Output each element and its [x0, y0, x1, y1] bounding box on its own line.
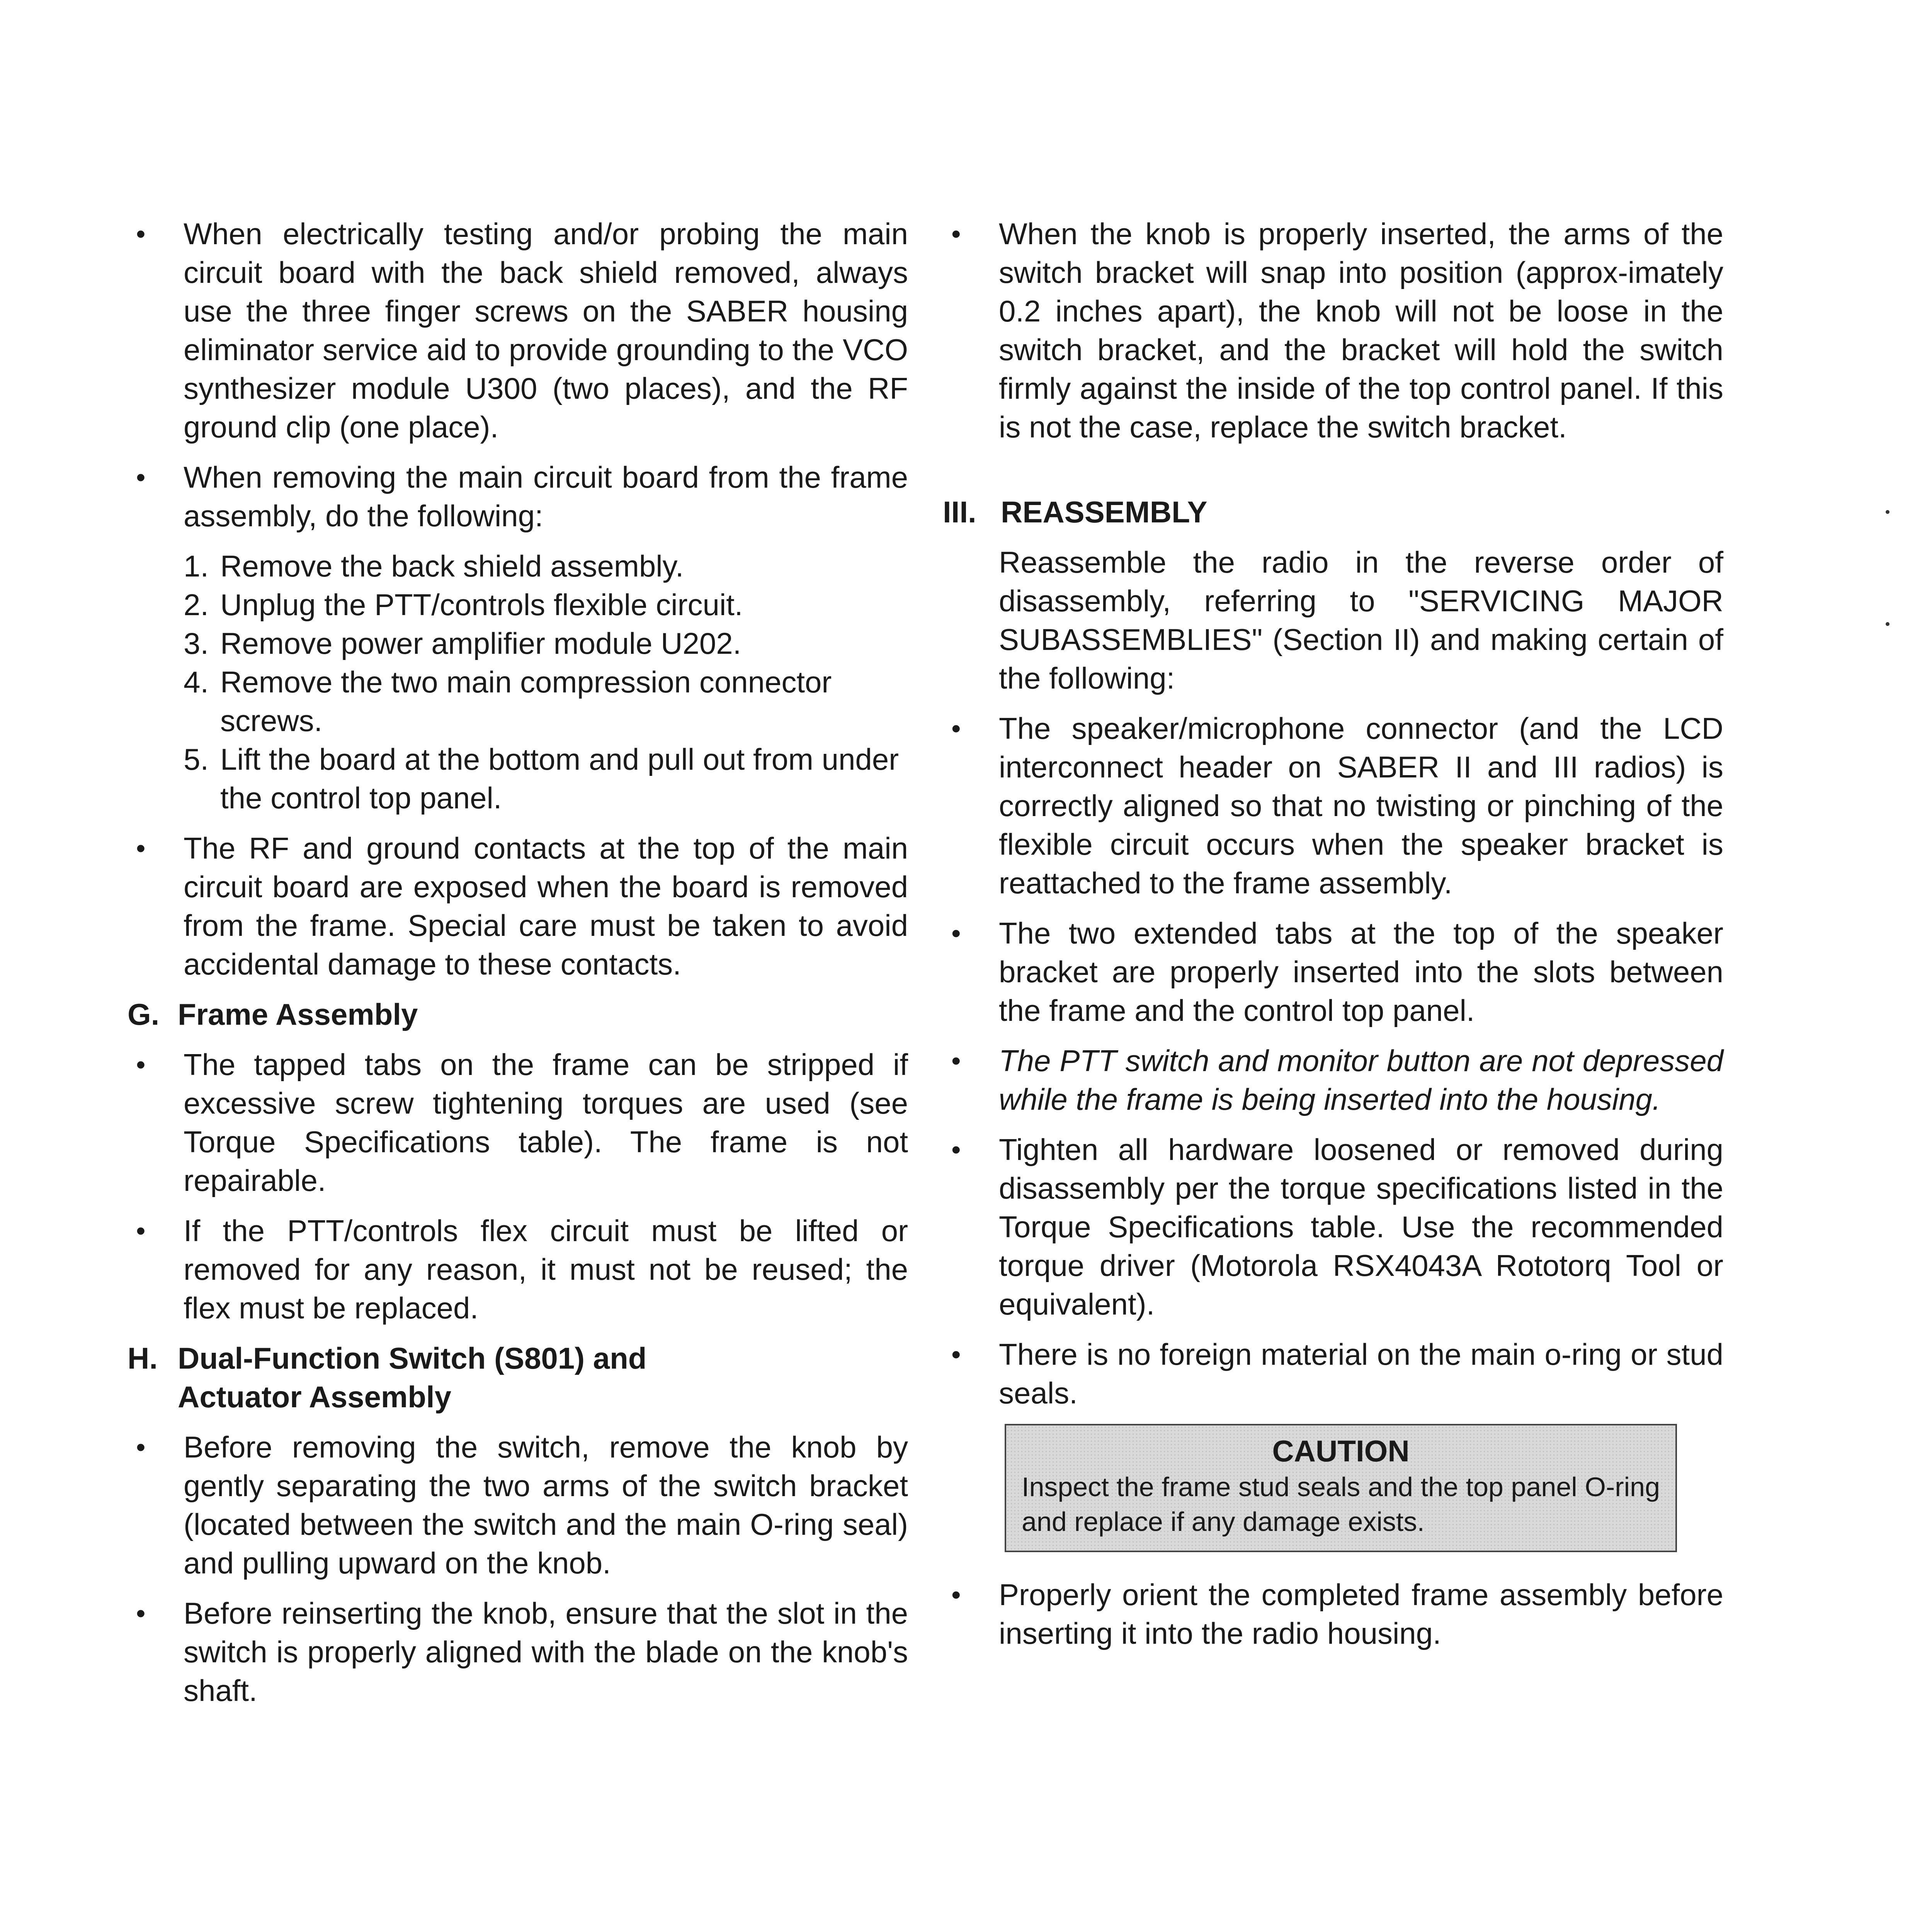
bullet-item	[128, 829, 908, 983]
bullet-item	[128, 214, 908, 446]
step-number: 3.	[184, 626, 209, 660]
left-column	[128, 214, 908, 1721]
heading-letter: H.	[128, 1341, 158, 1375]
bullet-icon: •	[136, 833, 146, 863]
bullet-text: There is no foreign material on the main o-ring or stud seals.	[999, 1337, 1723, 1410]
step-number: 4.	[184, 665, 209, 699]
bullet-icon: •	[951, 713, 961, 743]
bullet-item	[943, 1130, 1723, 1323]
section-number: III.	[943, 495, 976, 529]
bullet-icon: •	[136, 1432, 146, 1462]
heading-letter: G.	[128, 997, 160, 1031]
section-heading-h	[128, 1339, 908, 1416]
bullet-item	[128, 1594, 908, 1710]
step-number: 2.	[184, 588, 209, 622]
step-text: Remove the two main compression connector screws.	[220, 665, 832, 738]
bullet-text: The RF and ground contacts at the top of the main circuit board are exposed when the board is removed from the frame. Special care must be taken to avoid accidental damage to these contacts.	[184, 831, 908, 981]
bullet-text: Before reinserting the knob, ensure that the slot in the switch is properly aligned with the blade on the knob's shaft.	[184, 1596, 908, 1708]
bullet-item	[128, 458, 908, 535]
step-number: 5.	[184, 742, 209, 776]
step-text: Unplug the PTT/controls flexible circuit.	[220, 588, 743, 622]
bullet-text: If the PTT/controls flex circuit must be lifted or removed for any reason, it must not be reused; the flex must be replaced.	[184, 1214, 908, 1325]
bullet-icon: •	[951, 1046, 961, 1076]
section-heading-g	[128, 995, 908, 1034]
heading-title-line-1: Dual-Function Switch (S801) and	[178, 1341, 647, 1375]
heading-title-line-2: Actuator Assembly	[178, 1380, 451, 1414]
step-item	[184, 663, 908, 740]
step-item	[184, 585, 908, 624]
bullet-icon: •	[136, 219, 146, 249]
step-text: Remove power amplifier module U202.	[220, 626, 742, 660]
bullet-item	[943, 1041, 1723, 1119]
bullet-icon: •	[136, 1216, 146, 1246]
bullet-icon: •	[136, 1049, 146, 1080]
bullet-text: Properly orient the completed frame assembly before inserting it into the radio housing.	[999, 1578, 1723, 1650]
bullet-text: When the knob is properly inserted, the arms of the switch bracket will snap into position (approx-imately 0.2 inches apart), the knob will not be loose in the switch bracket, and the bracket will hold the switch firmly against the inside of the top control panel. If this is not the case, replace the switch bracket.	[999, 217, 1723, 444]
bullet-text: Tighten all hardware loosened or removed during disassembly per the torque specifications listed in the Torque Specifications table. Use the recommended torque driver (Motorola RSX4043A Rototorq Tool or equivalent).	[999, 1133, 1723, 1321]
scan-speck	[1886, 510, 1889, 514]
bullet-icon: •	[136, 1598, 146, 1628]
section-intro: Reassemble the radio in the reverse order of disassembly, referring to "SERVICING MAJOR SUBASSEMBLIES" (Section II) and making certain of the following:	[999, 545, 1723, 695]
step-number: 1.	[184, 549, 209, 583]
bullet-text: When electrically testing and/or probing the main circuit board with the back shield removed, always use the three finger screws on the SABER housing eliminator service aid to provide grounding to the VCO synthesizer module U300 (two places), and the RF ground clip (one place).	[184, 217, 908, 444]
bullet-item	[943, 914, 1723, 1030]
bullet-item	[943, 1575, 1723, 1653]
bullet-item	[943, 214, 1723, 446]
section-heading-reassembly	[943, 493, 1723, 531]
bullet-text: When removing the main circuit board from the frame assembly, do the following:	[184, 460, 908, 533]
bullet-icon: •	[951, 1134, 961, 1165]
step-item	[184, 740, 908, 817]
bullet-icon: •	[951, 219, 961, 249]
bullet-item	[128, 1211, 908, 1327]
bullet-text: The two extended tabs at the top of the speaker bracket are properly inserted into the slots between the frame and the control top panel.	[999, 916, 1723, 1027]
step-text: Lift the board at the bottom and pull out from under the control top panel.	[220, 742, 899, 815]
heading-title: Frame Assembly	[178, 997, 418, 1031]
scan-speck	[1886, 622, 1889, 626]
numbered-steps	[128, 547, 908, 817]
step-item	[184, 624, 908, 663]
bullet-icon: •	[951, 918, 961, 948]
bullet-icon: •	[136, 462, 146, 492]
caution-text: Inspect the frame stud seals and the top panel O-ring and replace if any damage exists.	[1022, 1472, 1660, 1537]
bullet-item	[943, 1335, 1723, 1412]
right-column	[943, 214, 1723, 1664]
caution-title: CAUTION	[1272, 1434, 1410, 1468]
bullet-icon: •	[951, 1580, 961, 1610]
section-title: REASSEMBLY	[1001, 495, 1208, 529]
bullet-item	[128, 1428, 908, 1582]
caution-box	[1005, 1424, 1677, 1552]
step-item	[184, 547, 908, 585]
bullet-text: The speaker/microphone connector (and the LCD interconnect header on SABER II and III radios) is correctly aligned so that no twisting or pinching of the flexible circuit occurs when the speaker bracket is reattached to the frame assembly.	[999, 711, 1723, 900]
step-text: Remove the back shield assembly.	[220, 549, 684, 583]
bullet-text: The tapped tabs on the frame can be stripped if excessive screw tightening torques are used (see Torque Specifications table). The frame is not repairable.	[184, 1048, 908, 1197]
bullet-text: The PTT switch and monitor button are not depressed while the frame is being inserted into the housing.	[999, 1044, 1723, 1116]
bullet-icon: •	[951, 1339, 961, 1369]
bullet-text: Before removing the switch, remove the knob by gently separating the two arms of the switch bracket (located between the switch and the main O-ring seal) and pulling upward on the knob.	[184, 1430, 908, 1580]
bullet-item	[128, 1045, 908, 1200]
bullet-item	[943, 709, 1723, 902]
